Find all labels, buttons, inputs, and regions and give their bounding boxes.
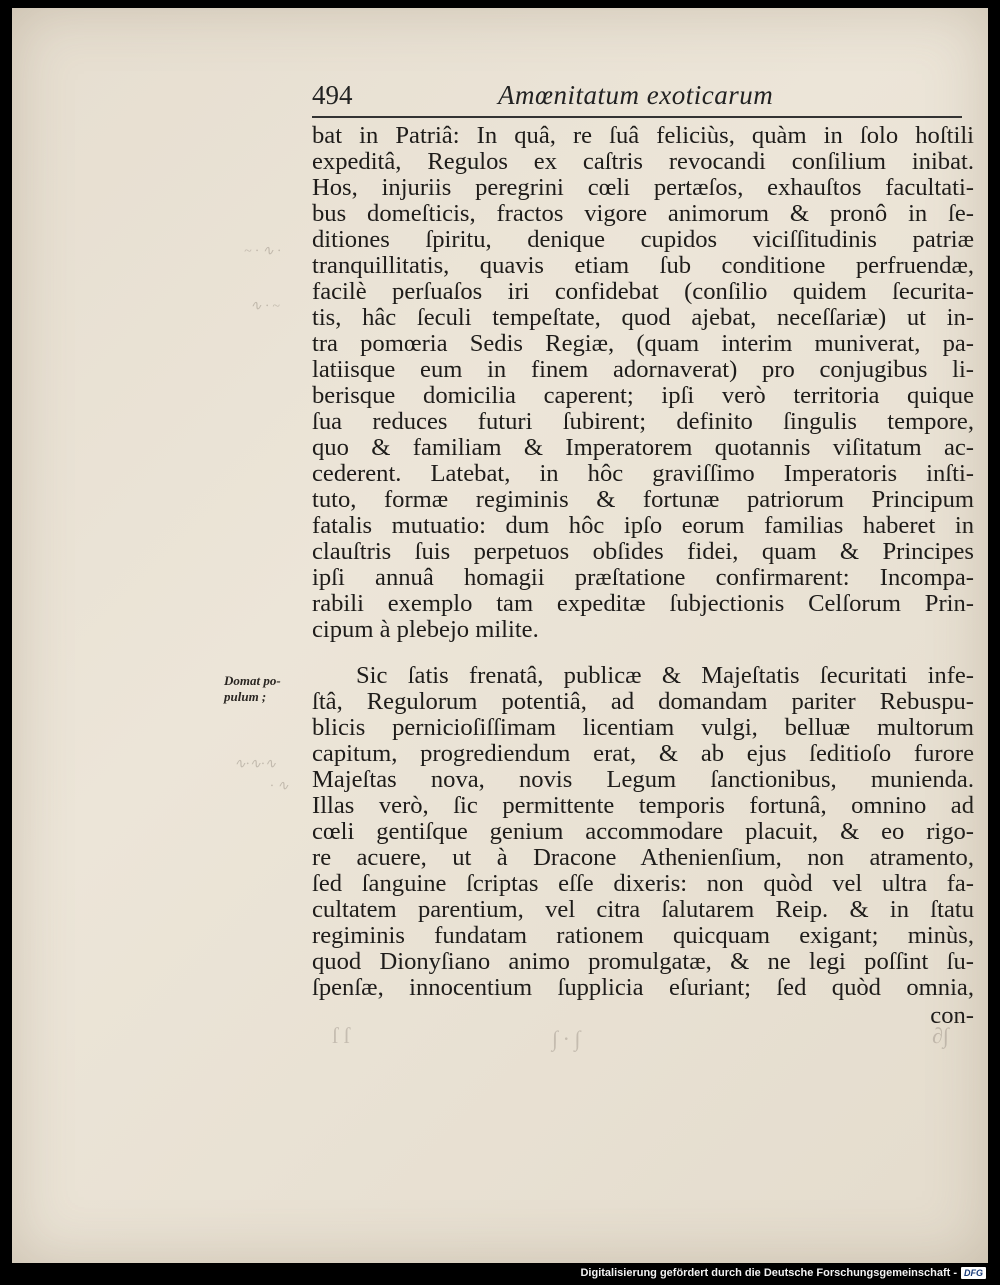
text-line: Illas verò, ſic permittente temporis fortunâ, omnino ad xyxy=(312,792,974,819)
header-rule xyxy=(312,116,962,118)
bleed-through-mark: ∿∙∿∙∿ xyxy=(234,757,277,772)
text-line: latiisque eum in finem adornaverat) pro conjugibus li- xyxy=(312,356,974,383)
text-line: tra pomœria Sedis Regiæ, (quam interim muniverat, pa- xyxy=(312,330,974,357)
bleed-through-mark: ∫ ∙ ∫ xyxy=(552,1026,581,1051)
text-line: Majeſtas nova, novis Legum ſanctionibus, munienda. xyxy=(312,766,974,793)
digitization-footer xyxy=(580,1265,986,1281)
text-line: capitum, progrediendum erat, & ab ejus ſeditioſo furore xyxy=(312,740,974,767)
marginal-note xyxy=(224,673,308,705)
text-line: cœli gentiſque genium accommodare placuit, & eo rigo- xyxy=(312,818,974,845)
paragraph-gap xyxy=(312,643,974,663)
text-line: regiminis fundatam rationem quicquam exigant; minùs, xyxy=(312,922,974,949)
text-line: ſtâ, Regulorum potentiâ, ad domandam pariter Rebuspu- xyxy=(312,688,974,715)
running-title: Amœnitatum exoticarum xyxy=(498,80,774,110)
catchword: con- xyxy=(930,1002,974,1029)
text-line: bat in Patriâ: In quâ, re ſuâ feliciùs, quàm in ſolo hoſtili xyxy=(312,122,974,149)
footer-credit: Digitalisierung gefördert durch die Deutsche Forschungsgemeinschaft - xyxy=(580,1267,957,1279)
text-line: rabili exemplo tam expeditæ ſubjectionis Celſorum Prin- xyxy=(312,590,974,617)
text-line: blicis pernicioſiſſimam licentiam vulgi, belluæ multorum xyxy=(312,714,974,741)
text-line: fatalis mutuatio: dum hôc ipſo eorum familias haberet in xyxy=(312,512,974,539)
text-line: tranquillitatis, quavis etiam ſub conditione perfruendæ, xyxy=(312,252,974,279)
bleed-through-mark: ∙ ∿ xyxy=(270,779,289,794)
text-line: cipum à plebejo milite. xyxy=(312,616,539,643)
paragraph-1 xyxy=(312,123,974,643)
text-line: cederent. Latebat, in hôc graviſſimo Imperatoris inſti- xyxy=(312,460,974,487)
paragraph-2 xyxy=(312,663,974,1029)
text-line: clauſtris ſuis perpetuos obſides fidei, quam & Principes xyxy=(312,538,974,565)
bleed-through-mark: ∿ ∙ ~ xyxy=(250,299,280,314)
page-number: 494 xyxy=(312,80,353,110)
text-line: re acuere, ut à Dracone Athenienſium, non atramento, xyxy=(312,844,974,871)
dfg-logo-icon: DFG xyxy=(961,1267,986,1279)
text-line: quo & familiam & Imperatorem quotannis viſitatum ac- xyxy=(312,434,974,461)
marginal-note-line: pulum ; xyxy=(224,689,267,704)
text-line: tuto, formæ regiminis & fortunæ patriorum Principum xyxy=(312,486,974,513)
text-line: ditiones ſpiritu, denique cupidos viciſſitudinis patriæ xyxy=(312,226,974,253)
page-header xyxy=(312,76,972,116)
text-line: Hos, injuriis peregrini cœli pertæſos, exhauſtos facultati- xyxy=(312,174,974,201)
marginal-note-line: Domat po- xyxy=(224,673,281,688)
text-line: quod Dionyſiano animo promulgatæ, & ne legi poſſint ſu- xyxy=(312,948,974,975)
bleed-through-mark: ~ ∙ ∿ ∙ xyxy=(244,244,281,259)
text-line: tis, hâc ſeculi tempeſtate, quod ajebat, neceſſariæ) ut in- xyxy=(312,304,974,331)
scanned-page xyxy=(12,8,988,1263)
body-text xyxy=(312,123,974,1029)
text-line: expeditâ, Regulos ex caſtris revocandi conſilium inibat. xyxy=(312,148,974,175)
text-line: berisque domicilia caperent; ipſi verò territoria quique xyxy=(312,382,974,409)
text-line: Sic ſatis frenatâ, publicæ & Majeſtatis ſecuritati infe- xyxy=(356,662,974,689)
text-line: ipſi annuâ homagii præſtatione confirmarent: Incompa- xyxy=(312,564,974,591)
text-line: ſed ſanguine ſcriptas eſſe dixeris: non quòd vel ultra fa- xyxy=(312,870,974,897)
bleed-through-mark: ſ ſ xyxy=(332,1023,350,1048)
bleed-through-mark: ∂∫ xyxy=(932,1023,949,1048)
text-line: ſpenſæ, innocentium ſupplicia eſuriant; ſed quòd omnia, xyxy=(312,974,974,1001)
text-line: facilè perſuaſos iri confidebat (conſilio quidem ſecurita- xyxy=(312,278,974,305)
text-line: bus domeſticis, fractos vigore animorum & pronô in ſe- xyxy=(312,200,974,227)
text-line: cultatem parentium, vel citra ſalutarem Reip. & in ſtatu xyxy=(312,896,974,923)
text-line: ſua reduces futuri ſubirent; definito ſingulis tempore, xyxy=(312,408,974,435)
